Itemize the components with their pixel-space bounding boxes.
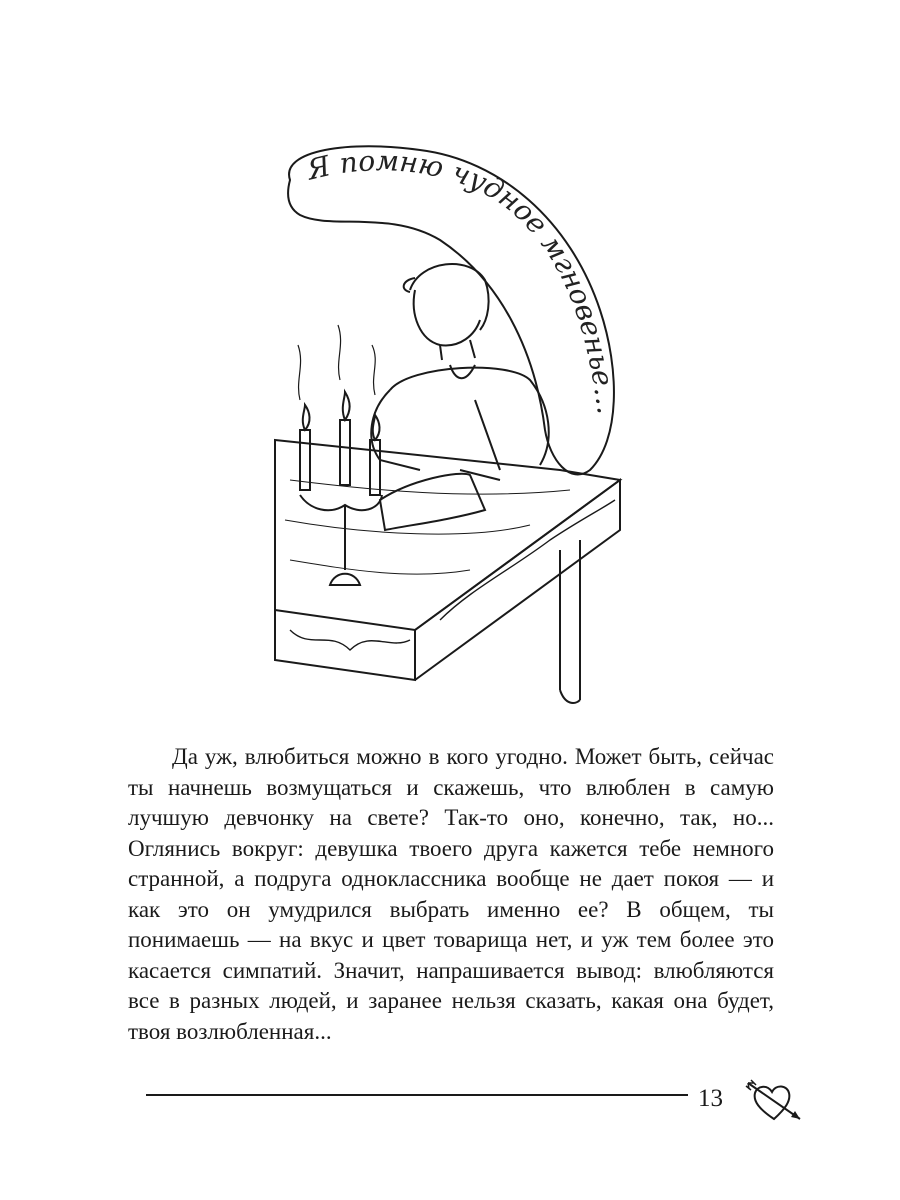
illustration-drawing: [270, 140, 630, 710]
scroll-paper: [380, 474, 485, 530]
candelabra: [298, 325, 382, 585]
page-number: 13: [698, 1085, 723, 1112]
body-paragraph: Да уж, влюбиться можно в кого угодно. Может быть, сейчас ты начнешь возмущаться и скажешь, что влюблен в самую лучшую девчонку на свете? Так-то оно, конечно, так, но... Оглянись вокруг: девушка твоего друга кажется тебе немного странной, а подруга одноклассника вообще не дает покоя — и как это он умудрился выбрать именно ее? В общем, ты понимаешь — на вкус и цвет товарища нет, и уж тем более это касается симпатий. Значит, напрашивается вывод: влюбляются все в разных людей, и заранее нельзя сказать, какая она будет, твоя возлюбленная...: [128, 744, 774, 1044]
writer-figure: [371, 264, 548, 480]
speech-bubble-text: Я помню чудное мгновенье…: [303, 144, 625, 417]
speech-bubble-outline: [288, 146, 614, 474]
writer-at-desk-illustration: [270, 140, 630, 710]
footer-rule: [146, 1094, 688, 1096]
desk: [275, 440, 620, 703]
heart-arrow-icon: [745, 1077, 803, 1125]
